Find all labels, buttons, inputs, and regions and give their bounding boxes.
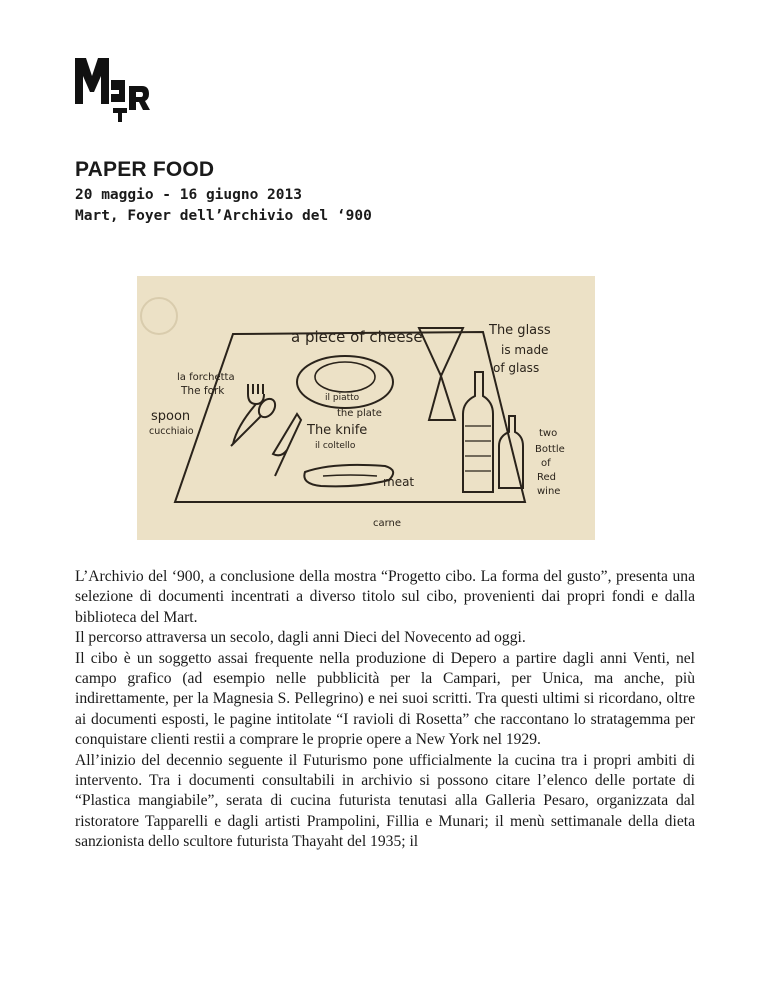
label-glass-1: The glass [489, 323, 551, 338]
logo-t-stem [118, 108, 122, 122]
label-bottles-4: Red [537, 472, 556, 483]
exhibition-dates: 20 maggio - 16 giugno 2013 [75, 187, 302, 203]
label-meat-en: meat [383, 475, 415, 489]
table-setting-sketch [137, 276, 595, 540]
exhibition-venue: Mart, Foyer dell’Archivio del ‘900 [75, 208, 372, 224]
label-bottles-2: Bottle [535, 444, 565, 455]
logo-a-shape [111, 80, 125, 102]
logo-r-shape [129, 86, 150, 110]
logo-m-shape [75, 58, 109, 104]
label-bottles-3: of [541, 458, 551, 469]
paragraph-century: Il percorso attraversa un secolo, dagli anni Dieci del Novecento ad oggi. [75, 629, 526, 647]
exhibition-title: PAPER FOOD [75, 158, 215, 181]
label-fork-en: The fork [181, 385, 225, 397]
label-bottles-1: two [539, 428, 558, 439]
mart-logo [75, 58, 155, 122]
label-spoon-en: spoon [151, 409, 191, 424]
label-plate-en: the plate [337, 408, 382, 419]
label-bottles-5: wine [537, 486, 561, 497]
label-fork-it: la forchetta [177, 372, 235, 383]
label-spoon-it: cucchiaio [149, 426, 194, 437]
body-text [75, 567, 695, 853]
label-meat-it: carne [373, 518, 402, 529]
label-cheese: a piece of cheese [291, 328, 423, 346]
paragraph-depero: Il cibo è un soggetto assai frequente nella produzione di Depero a partire dagli anni Venti, nel campo grafico (ad esempio nelle pubblicità per la Campari, per Unica, ma anche, più indirettamente, per la Magnesia S. Pellegrino) e nei suoi scritti. Tra questi ultimi si ricordano, oltre ai documenti esposti, le pagine intitolate “I ravioli di Rosetta” che raccontano lo stratagemma per conquistare clienti restii a comprare le proprie opere a New York nel 1929. [75, 649, 695, 749]
label-knife-it: il coltello [315, 441, 356, 451]
label-knife-en: The knife [307, 423, 368, 438]
label-plate-it: il piatto [325, 393, 360, 403]
label-glass-2: is made [501, 343, 549, 357]
paragraph-intro: L’Archivio del ‘900, a conclusione della mostra “Progetto cibo. La forma del gusto”, presenta una selezione di documenti incentrati a diverso titolo sul cibo, provenienti dai propri fondi e dalla biblioteca del Mart. [75, 568, 695, 626]
paragraph-futurism: All’inizio del decennio seguente il Futurismo pone ufficialmente la cucina tra i propri ambiti di intervento. Tra i documenti consultabili in archivio si possono citare l’elenco delle portate di “Plastica mangiabile”, serata di cucina futurista tenutasi alla Galleria Pesaro, organizzata dal ristoratore Tapparelli e dagli artisti Prampolini, Fillia e Munari; il menù settimanale della dieta sanzionista dello scultore futurista Thayaht del 1935; il [75, 751, 695, 851]
label-glass-3: of glass [493, 361, 540, 375]
